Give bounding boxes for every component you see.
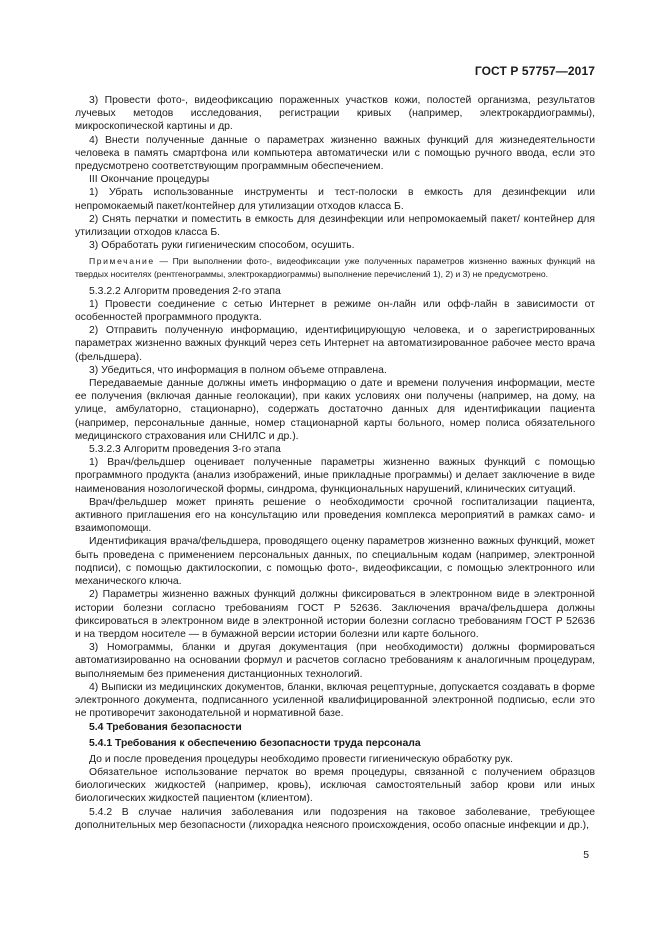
- paragraph: 3) Обработать руки гигиеническим способом, осушить.: [89, 240, 355, 252]
- paragraph: 2) Параметры жизненно важных функций должны фиксироваться в электронном виде в электронной истории болезни согласно требованиям ГОСТ Р 52636. Заключения врача/фельдшера должны фиксироваться в электронном виде в электронной истории болезни согласно требованиям ГОСТ Р 52636 и на твердом носителе — в бумажной версии истории болезни или карте больного.: [75, 589, 595, 640]
- note-label: Примечание: [89, 256, 155, 267]
- subsection-title: 5.3.2.3 Алгоритм проведения 3-го этапа: [89, 444, 281, 456]
- page-number: 5: [583, 850, 589, 861]
- note-text: — При выполнении фото-, видеофиксации уже полученных параметров жизненно важных функций на твердых носителях (рентгенограммы, электрокардиограммы) выполнение перечислений 1), 2) и 3) не предусмотрено.: [75, 256, 595, 280]
- paragraph: 1) Провести соединение с сетью Интернет в режиме он-лайн или офф-лайн в зависимости от особенностей программного продукта.: [75, 298, 595, 324]
- note: [75, 255, 595, 280]
- standard-designation: ГОСТ Р 57757—2017: [474, 64, 595, 78]
- paragraph: 2) Снять перчатки и поместить в емкость для дезинфекции или непромокаемый пакет/ контейнер для утилизации отходов класса Б.: [75, 213, 595, 239]
- paragraph: До и после проведения процедуры необходимо провести гигиеническую обработку рук.: [89, 753, 513, 765]
- subsection-heading: 5.4.1 Требования к обеспечению безопасности труда персонала: [89, 737, 421, 749]
- paragraph: 3) Провести фото-, видеофиксацию пораженных участков кожи, полостей организма, результатов лучевых методов исследования, регистрации кривых (например, электрокардиограммы), микроскопической картины и др.: [75, 95, 595, 133]
- paragraph: Обязательное использование перчаток во время процедуры, связанной с получением образцов биологических жидкостей (например, кровь), исключая самостоятельный забор крови или иных биологических жидкостей пациентом (клиентом).: [75, 766, 595, 805]
- paragraph: 5.4.2 В случае наличия заболевания или подозрения на таковое заболевание, требующее дополнительных мер безопасности (лихорадка неясного происхождения, особо опасные инфекции и др.),: [75, 806, 595, 831]
- paragraph: Врач/фельдшер может принять решение о необходимости срочной госпитализации пациента, активного приглашения его на консультацию или проведения комплекса мероприятий в рамках само- и взаимопомощи.: [75, 496, 595, 535]
- paragraph: 4) Выписки из медицинских документов, бланки, включая рецептурные, допускается создавать в форме электронного документа, подписанного усиленной квалифицированной электронной подписью, если это не противоречит законодательной и нормативной базе.: [75, 681, 595, 720]
- paragraph: Передаваемые данные должны иметь информацию о дате и времени получения информации, месте ее получения (включая данные геолокации), при каких условиях они получены (например, на дому, на улице, амбулаторно, стационарно), содержать достаточно данных для идентификации пациента (например, персональные данные, номер стационарной карты больного, номер полиса обязательного медицинского страхования или СНИЛС и др.).: [75, 378, 595, 442]
- paragraph: Идентификация врача/фельдшера, проводящего оценку параметров жизненно важных функций, может быть проведена с применением персональных данных, по специальным кодам (например, электронной подписи), с помощью дактилоскопии, с помощью фото-, видеофиксации, с помощью электронного или механического ключа.: [75, 536, 595, 588]
- procedure-stage-title: III Окончание процедуры: [89, 174, 210, 186]
- paragraph: 3) Убедиться, что информация в полном объеме отправлена.: [89, 364, 387, 376]
- section-heading: 5.4 Требования безопасности: [89, 722, 242, 734]
- paragraph: 1) Убрать использованные инструменты и тест-полоски в емкость для дезинфекции или непромокаемый пакет/контейнер для утилизации отходов класса Б.: [75, 187, 595, 212]
- document-body: [75, 94, 595, 832]
- paragraph: 1) Врач/фельдшер оценивает полученные параметры жизненно важных функций с помощью программного продукта (анализ изображений, иные прикладные программы) и делает заключение в виде наименования нозологической формы, синдрома, функциональных нарушений, клинических ситуаций.: [75, 457, 595, 495]
- paragraph: 3) Номограммы, бланки и другая документация (при необходимости) должны формироваться автоматизированно на основании формул и расчетов согласно требованиям к аналогичным процедурам, выполняемым без применения дистанционных технологий.: [75, 642, 595, 680]
- subsection-title: 5.3.2.2 Алгоритм проведения 2-го этапа: [89, 285, 281, 297]
- paragraph: 4) Внести полученные данные о параметрах жизненно важных функций для жизнедеятельности человека в память смартфона или компьютера автоматически или с помощью ручного ввода, если это предусмотрено соответствующим программным обеспечением.: [75, 134, 595, 173]
- paragraph: 2) Отправить полученную информацию, идентифицирующую человека, и о зарегистрированных параметрах жизненно важных функций через сеть Интернет на автоматизированное рабочее место врача (фельдшера).: [75, 325, 595, 363]
